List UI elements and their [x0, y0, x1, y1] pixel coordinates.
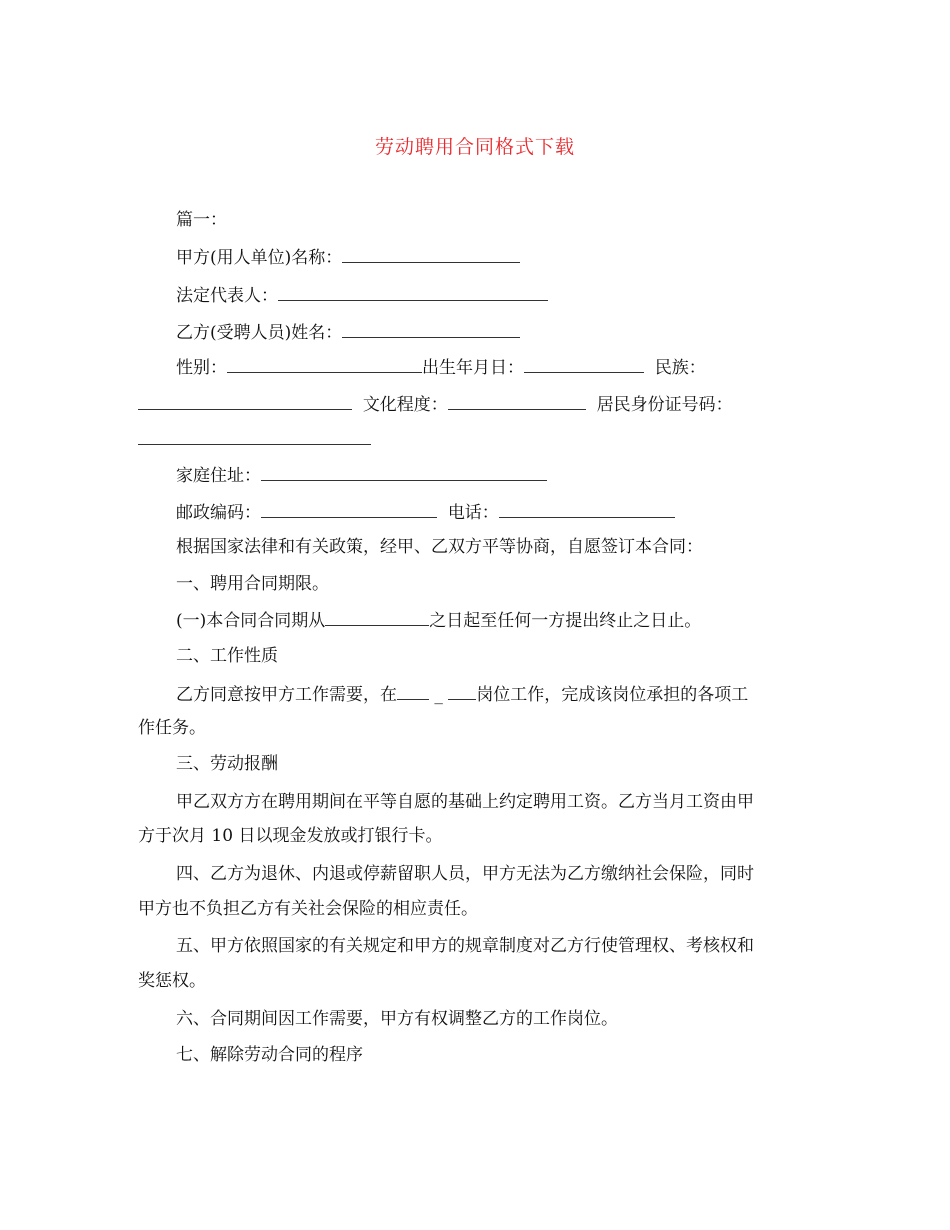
- position-blank[interactable]: [448, 680, 476, 700]
- section-heading: [176, 750, 816, 778]
- text: (一)本合同合同期从: [176, 611, 326, 631]
- text: 方于次月 10 日以现金发放或打银行卡。: [138, 826, 443, 846]
- text: 一、聘用合同期限。: [176, 574, 329, 594]
- paragraph: [176, 533, 816, 561]
- birth-date-blank[interactable]: [524, 353, 644, 373]
- label: 文化程度：: [362, 395, 448, 415]
- text: 二、工作性质: [176, 646, 278, 666]
- gender-birth-line: [176, 353, 816, 382]
- label: 邮政编码：: [176, 503, 261, 523]
- text: _: [434, 685, 443, 705]
- section-heading: [176, 642, 816, 670]
- employer-name-line: [176, 243, 816, 272]
- education-id-line: [138, 390, 818, 419]
- education-blank[interactable]: [448, 390, 586, 410]
- text: 岗位工作，完成该岗位承担的各项工: [476, 685, 749, 705]
- paragraph: [138, 967, 818, 995]
- id-number-line: [138, 425, 818, 454]
- text: 甲乙双方方在聘用期间在平等自愿的基础上约定聘用工资。乙方当月工资由甲: [176, 792, 754, 812]
- start-date-blank[interactable]: [325, 606, 429, 626]
- paragraph: [138, 822, 818, 850]
- id-number-blank[interactable]: [138, 425, 371, 445]
- text: 之日起至任何一方提出终止之日止。: [429, 611, 702, 631]
- legal-rep-line: [176, 281, 816, 310]
- paragraph: [176, 860, 816, 888]
- label: 性别：: [176, 358, 227, 378]
- text: 篇一：: [176, 210, 227, 230]
- address-blank[interactable]: [261, 461, 547, 481]
- label: 乙方(受聘人员)姓名：: [176, 323, 343, 343]
- gender-blank[interactable]: [227, 353, 422, 373]
- paragraph: [176, 788, 816, 816]
- postal-phone-line: [176, 498, 816, 527]
- text: 六、合同期间因工作需要，甲方有权调整乙方的工作岗位。: [176, 1009, 618, 1029]
- text: 奖惩权。: [138, 971, 206, 991]
- postal-code-blank[interactable]: [261, 498, 437, 518]
- label: 家庭住址：: [176, 466, 261, 486]
- label: 甲方(用人单位)名称：: [176, 248, 343, 268]
- ethnicity-blank[interactable]: [138, 390, 352, 410]
- text: 甲方也不负担乙方有关社会保险的相应责任。: [138, 899, 478, 919]
- employee-name-line: [176, 318, 816, 347]
- paragraph: [138, 895, 818, 923]
- section-heading: [176, 570, 816, 598]
- document-title: 劳动聘用合同格式下载: [374, 136, 575, 158]
- employer-name-blank[interactable]: [342, 243, 520, 263]
- legal-rep-blank[interactable]: [278, 281, 548, 301]
- text: 作任务。: [138, 718, 206, 738]
- section-heading: [176, 1041, 816, 1069]
- label: 出生年月日：: [422, 358, 524, 378]
- text: 乙方同意按甲方工作需要，在: [176, 685, 397, 705]
- text: 五、甲方依照国家的有关规定和甲方的规章制度对乙方行使管理权、考核权和: [176, 936, 754, 956]
- contract-term-line: [176, 606, 816, 635]
- section-label: [176, 206, 816, 234]
- text: 根据国家法律和有关政策，经甲、乙双方平等协商，自愿签订本合同：: [176, 537, 703, 557]
- address-line: [176, 461, 816, 490]
- label: 电话：: [447, 503, 499, 523]
- label: 民族：: [654, 358, 706, 378]
- text: 七、解除劳动合同的程序: [176, 1045, 363, 1065]
- paragraph: [176, 932, 816, 960]
- position-blank[interactable]: [397, 680, 429, 700]
- paragraph: [176, 1005, 816, 1033]
- text: 三、劳动报酬: [176, 754, 278, 774]
- paragraph: [138, 714, 818, 742]
- employee-name-blank[interactable]: [342, 318, 520, 338]
- phone-blank[interactable]: [499, 498, 675, 518]
- label: 法定代表人：: [176, 286, 278, 306]
- text: 四、乙方为退休、内退或停薪留职人员，甲方无法为乙方缴纳社会保险，同时: [176, 864, 754, 884]
- job-position-line: [176, 680, 816, 709]
- label: 居民身份证号码：: [596, 395, 733, 415]
